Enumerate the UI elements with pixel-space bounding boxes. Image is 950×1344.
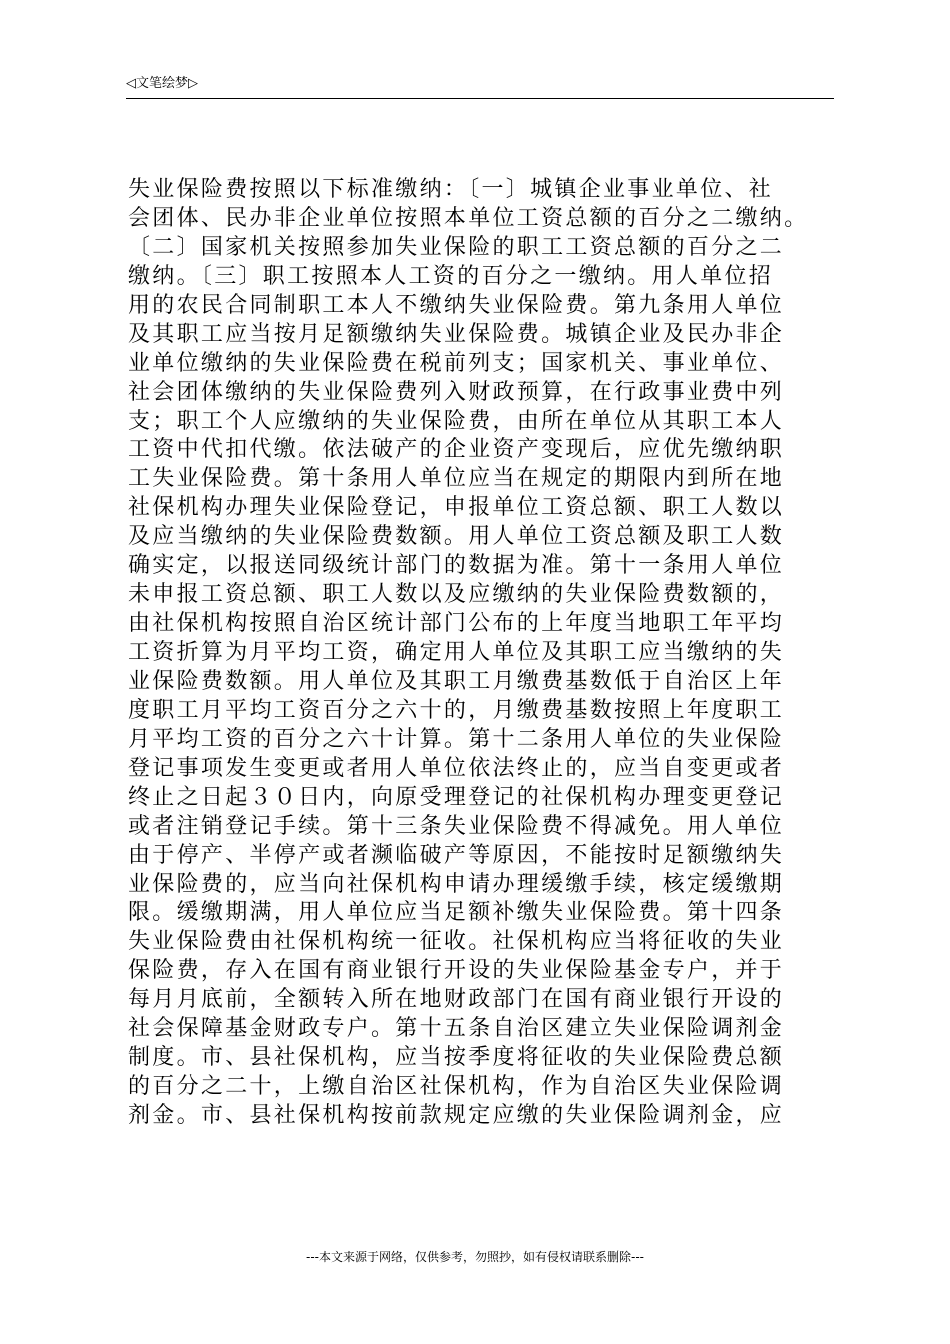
body-line: 社会保障基金财政专户。第十五条自治区建立失业保险调剂金 — [128, 1016, 785, 1042]
body-line: 或者注销登记手续。第十三条失业保险费不得减免。用人单位 — [128, 813, 785, 839]
body-line: 登记事项发生变更或者用人单位依法终止的，应当自变更或者 — [128, 755, 785, 781]
body-line: 终止之日起３０日内，向原受理登记的社保机构办理变更登记 — [128, 784, 785, 810]
body-line: 工资中代扣代缴。依法破产的企业资产变现后，应优先缴纳职 — [128, 437, 785, 463]
footer-note: ---本文来源于网络，仅供参考，勿照抄，如有侵权请联系删除--- — [306, 1250, 644, 1264]
body-line: 的百分之二十，上缴自治区社保机构，作为自治区失业保险调 — [128, 1074, 785, 1100]
body-line: 制度。市、县社保机构，应当按季度将征收的失业保险费总额 — [128, 1045, 785, 1071]
body-line: 社保机构办理失业保险登记，申报单位工资总额、职工人数以 — [128, 495, 785, 521]
body-line: 用的农民合同制职工本人不缴纳失业保险费。第九条用人单位 — [128, 292, 785, 318]
body-line: 缴纳。〔三〕职工按照本人工资的百分之一缴纳。用人单位招 — [128, 263, 774, 289]
body-line: 业单位缴纳的失业保险费在税前列支；国家机关、事业单位、 — [128, 350, 785, 376]
body-line: 失业保险费按照以下标准缴纳：〔一〕城镇企业事业单位、社 — [128, 177, 774, 202]
body-line: 由于停产、半停产或者濒临破产等原因，不能按时足额缴纳失 — [128, 842, 785, 868]
header-title: ◁文笔绘梦▷ — [126, 76, 198, 91]
body-line: 限。缓缴期满，用人单位应当足额补缴失业保险费。第十四条 — [128, 900, 785, 926]
body-line: 未申报工资总额、职工人数以及应缴纳的失业保险费数额的， — [128, 582, 785, 608]
body-line: 〔二〕国家机关按照参加失业保险的职工工资总额的百分之二 — [128, 234, 785, 260]
body-line: 剂金。市、县社保机构按前款规定应缴的失业保险调剂金，应 — [128, 1103, 785, 1128]
body-line: 支；职工个人应缴纳的失业保险费，由所在单位从其职工本人 — [128, 408, 785, 434]
body-line: 及其职工应当按月足额缴纳失业保险费。城镇企业及民办非企 — [128, 321, 785, 347]
body-line: 业保险费的，应当向社保机构申请办理缓缴手续，核定缓缴期 — [128, 871, 785, 897]
body-line: 工资折算为月平均工资，确定用人单位及其职工应当缴纳的失 — [128, 640, 785, 665]
body-line: 每月月底前，全额转入所在地财政部门在国有商业银行开设的 — [128, 987, 785, 1013]
body-line: 业保险费数额。用人单位及其职工月缴费基数低于自治区上年 — [128, 668, 785, 694]
body-line: 失业保险费由社保机构统一征收。社保机构应当将征收的失业 — [128, 929, 785, 955]
body-line: 工失业保险费。第十条用人单位应当在规定的期限内到所在地 — [128, 466, 785, 492]
document-body — [128, 176, 834, 1131]
body-line: 会团体、民办非企业单位按照本单位工资总额的百分之二缴纳。 — [128, 205, 809, 231]
body-line: 及应当缴纳的失业保险费数额。用人单位工资总额及职工人数 — [128, 524, 785, 550]
body-line: 保险费，存入在国有商业银行开设的失业保险基金专户，并于 — [128, 958, 785, 984]
body-line: 社会团体缴纳的失业保险费列入财政预算，在行政事业费中列 — [128, 379, 785, 405]
body-line: 月平均工资的百分之六十计算。第十二条用人单位的失业保险 — [128, 726, 785, 752]
page-header — [126, 74, 834, 99]
body-line: 由社保机构按照自治区统计部门公布的上年度当地职工年平均 — [128, 611, 785, 637]
body-line: 确实定，以报送同级统计部门的数据为准。第十一条用人单位 — [128, 553, 785, 579]
body-line: 度职工月平均工资百分之六十的，月缴费基数按照上年度职工 — [128, 697, 785, 723]
